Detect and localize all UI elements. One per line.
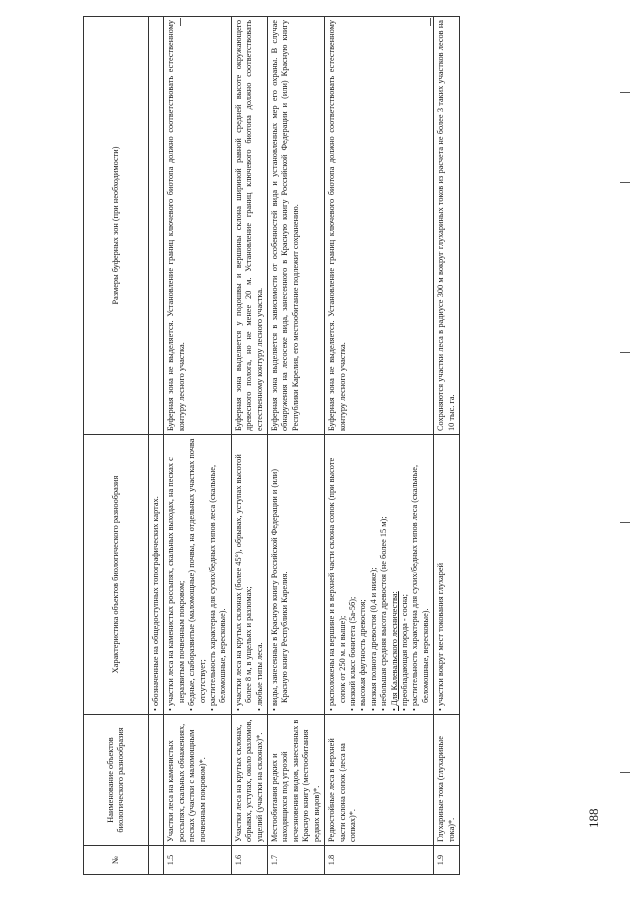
scan-mark xyxy=(620,92,630,93)
table-row-continuation xyxy=(149,17,164,875)
scan-mark xyxy=(620,772,630,773)
cell-num: 1.7 xyxy=(268,846,325,875)
list-item: • любые типы леса. xyxy=(255,438,265,711)
list-item: • виды, занесенные в Красную книгу Российской Федерации и (или) Красную книгу Республики Карелия. xyxy=(270,438,291,711)
table-row xyxy=(231,17,267,875)
cell-name: Местообитания редких и находящихся под угрозой исчезновения видов, занесенных в Красную книгу (местообитания редких видов)*. xyxy=(268,715,325,846)
cell-buffer: Буферная зона выделяется у подошвы и вершины склона шириной равной средней высоте окружающего древесного полога, но не менее 20 м. Установление границ ключевого биотопа должно соответствовать естественному контуру лесного участка. xyxy=(231,17,267,435)
cell-num: 1.8 xyxy=(325,846,434,875)
cell-empty xyxy=(149,715,164,846)
header-name: Наименование объектов биологического разнообразия xyxy=(84,715,149,846)
cell-buffer: Сохраняются участки леса в радиусе 300 м вокруг глухариных токов из расчета не более 3 таких участков лесов на 10 тыс. га. xyxy=(434,17,460,435)
cell-buffer: Буферная зона выделяется в зависимости от особенностей вида и установленных мер его охраны. В случае обнаружения на лесосеке вида, занесенного в Красную книгу Российской Федерации и (или) Красную книгу Республики Карелия, его местообитание подлежит сохранению. xyxy=(268,17,325,435)
table-row xyxy=(164,17,231,875)
cell-name: Участки леса на крутых склонах, обрывах, уступах, около разломов, ущелий (участки на склонах)*. xyxy=(231,715,267,846)
scan-mark xyxy=(430,18,431,26)
header-characteristic: Характеристика объектов биологического разнообразия xyxy=(84,435,149,715)
list-item: • расположены на вершине и в верхней части склона сопок (при высоте сопок от 250 м. и выше); xyxy=(327,438,348,711)
list-item: • участки леса на каменистых россыпях, скальных выходах, на песках с неразвитым почвенным покровом; xyxy=(166,438,187,711)
cell-num: 1.6 xyxy=(231,846,267,875)
list-item: • высокая фаутность древостоя; xyxy=(358,438,368,711)
list-item: • растительность характерна для сухих/бедных типов леса (скальные, беломошные, вересковые). xyxy=(208,438,229,711)
list-item: • низкая полнота древостоя (0,4 и ниже); xyxy=(369,438,379,711)
list-item: • Для Калевальского лесничества: xyxy=(390,438,400,711)
list-item: • бедные, слаборазвитые (маломощные) почвы, на отдельных участках почва отсутствует; xyxy=(187,438,208,711)
cell-buffer: Буферная зона не выделяется. Установление границ ключевого биотопа должно соответствовать естественному контуру лесного участка. xyxy=(164,17,231,435)
cell-empty xyxy=(149,846,164,875)
rotated-table-container xyxy=(83,20,553,875)
scan-mark xyxy=(620,182,630,183)
cell-characteristic xyxy=(268,435,325,715)
cell-characteristic xyxy=(325,435,434,715)
list-item: • преобладающая порода - сосна; xyxy=(400,438,410,711)
scan-mark xyxy=(180,18,181,26)
list-item: • растительность характерна для сухих/бедных типов леса (скальные, беломошные, вересковые). xyxy=(410,438,431,711)
cell-characteristic xyxy=(164,435,231,715)
list-item: • обозначенные на общедоступных топографических картах. xyxy=(151,438,161,711)
cell-name: Глухариные тока (глухариные тока)*. xyxy=(434,715,460,846)
table-row xyxy=(268,17,325,875)
cell-name: Редкостойные леса в верхней части склона сопок (леса на сопках)*. xyxy=(325,715,434,846)
cell-characteristic xyxy=(149,435,164,715)
list-item: • низкий класс бонитета (5а-5б); xyxy=(348,438,358,711)
cell-num: 1.5 xyxy=(164,846,231,875)
list-item: • участки вокруг мест токования глухарей xyxy=(436,438,446,711)
list-item: • участки леса на крутых склонах (более 45°), обрывах, уступах высотой более 8 м, в ущельях и разломах; xyxy=(234,438,255,711)
table-row xyxy=(325,17,434,875)
cell-buffer: Буферная зона не выделяется. Установление границ ключевого биотопа должно соответствовать естественному контуру лесного участка. xyxy=(325,17,434,435)
biodiversity-table xyxy=(83,16,460,875)
cell-characteristic xyxy=(434,435,460,715)
scan-mark xyxy=(620,522,630,523)
table-row xyxy=(434,17,460,875)
header-buffer: Размеры буферных зон (при необходимости) xyxy=(84,17,149,435)
page-number: 188 xyxy=(586,808,601,828)
cell-empty xyxy=(149,17,164,435)
table-header-row xyxy=(84,17,149,875)
list-item: • небольшая средняя высота древостоя (не более 15 м); xyxy=(379,438,389,711)
header-num: № xyxy=(84,846,149,875)
cell-num: 1.9 xyxy=(434,846,460,875)
scan-mark xyxy=(620,352,630,353)
cell-name: Участки леса на каменистых россыпях, скальных обнажениях, песках (участки с маломощным почвенным покровом)*. xyxy=(164,715,231,846)
cell-characteristic xyxy=(231,435,267,715)
